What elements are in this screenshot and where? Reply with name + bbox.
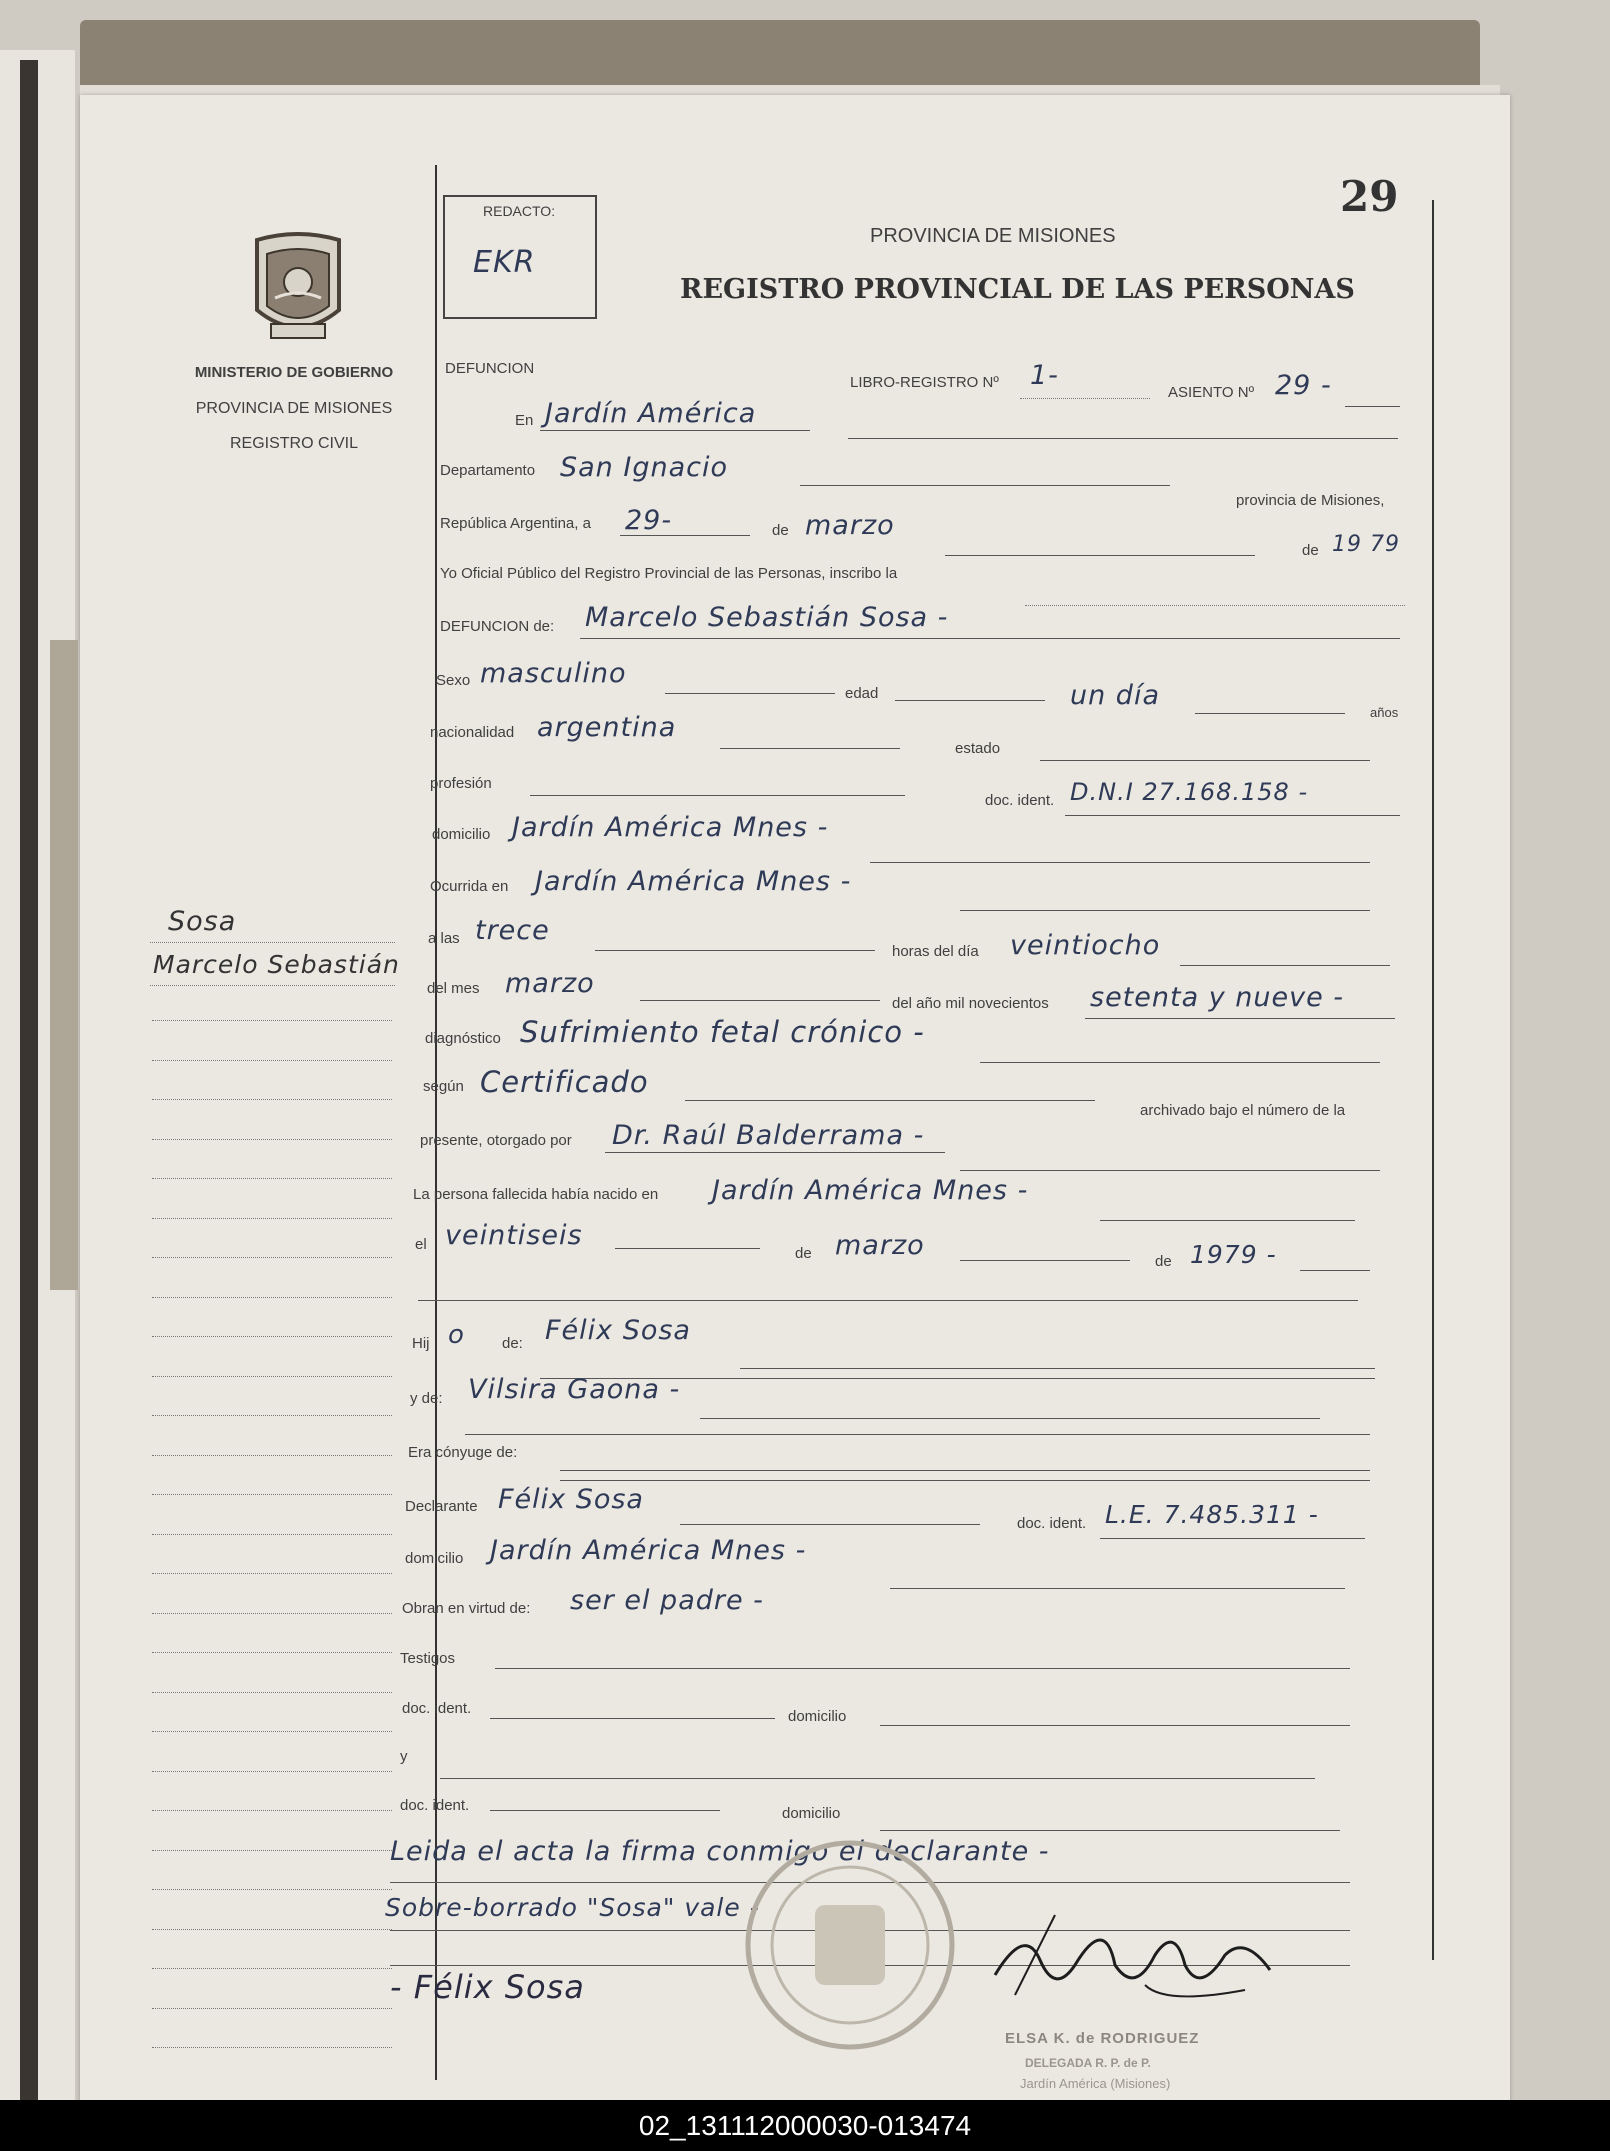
margin-dotted-line — [152, 1573, 392, 1574]
mes-label: del mes — [427, 980, 480, 997]
en-label: En — [515, 412, 534, 429]
declarante-doc-label: doc. ident. — [1017, 1515, 1087, 1532]
presente-label: presente, otorgado por — [420, 1132, 572, 1149]
en-value: Jardín América — [545, 398, 757, 429]
segun-label: según — [423, 1078, 464, 1095]
margin-dotted-line — [152, 1415, 392, 1416]
testigo2-dom-label: domicilio — [782, 1805, 841, 1822]
ocurrida-label: Ocurrida en — [430, 878, 509, 895]
hijo-suffix: o — [448, 1320, 465, 1350]
margin-dotted-line — [152, 1889, 392, 1890]
margin-dotted-line — [152, 1810, 392, 1811]
margin-dotted-line — [152, 1455, 392, 1456]
obran-value: ser el padre - — [570, 1585, 764, 1616]
margin-dotted-line — [152, 2047, 392, 2048]
margin-dotted-line — [152, 1297, 392, 1298]
y-label: y — [400, 1748, 408, 1765]
anos-label: años — [1370, 705, 1399, 720]
el-day: veintiseis — [445, 1220, 583, 1251]
horas-value: veintiocho — [1010, 930, 1161, 961]
declarante-value: Félix Sosa — [498, 1484, 644, 1515]
margin-dotted-line — [152, 1257, 392, 1258]
domicilio-label: domicilio — [432, 826, 491, 843]
departamento-value: San Ignacio — [560, 452, 729, 483]
el-de-label2: de — [1155, 1253, 1172, 1270]
closing-line1: Leida el acta la firma conmigo el declarante - — [390, 1836, 1050, 1867]
el-label: el — [415, 1236, 427, 1253]
sexo-label: Sexo — [436, 672, 471, 689]
ministry-line1: MINISTERIO DE GOBIERNO — [194, 364, 394, 381]
margin-dotted-line — [152, 1060, 392, 1061]
margin-dotted-line — [152, 1968, 392, 1969]
closing-line2: Sobre-borrado "Sosa" vale - — [385, 1893, 760, 1922]
margin-given-name: Marcelo Sebastián — [153, 950, 400, 979]
profesion-label: profesión — [430, 775, 492, 792]
redacto-box — [443, 195, 597, 319]
republica-de-label: de — [772, 522, 789, 539]
conyuge-label: Era cónyuge de: — [408, 1444, 518, 1461]
nacionalidad-value: argentina — [537, 712, 677, 743]
republica-day: 29- — [625, 505, 673, 536]
estado-label: estado — [955, 740, 1001, 757]
footer-bar — [0, 2100, 1610, 2151]
margin-dotted-line — [152, 1652, 392, 1653]
el-year: 1979 - — [1190, 1240, 1277, 1269]
anio-label: del año mil novecientos — [892, 995, 1049, 1012]
asiento-value: 29 - — [1275, 370, 1332, 401]
presente-value: Dr. Raúl Balderrama - — [612, 1120, 925, 1151]
margin-rule — [435, 165, 437, 2080]
sexo-value: masculino — [480, 658, 627, 689]
nacido-value: Jardín América Mnes - — [712, 1175, 1029, 1206]
margin-dotted-line — [152, 1731, 392, 1732]
el-month: marzo — [835, 1230, 925, 1261]
testigos-label: Testigos — [400, 1650, 456, 1667]
ministry-line3: REGISTRO CIVIL — [229, 435, 359, 452]
alas-value: trece — [475, 915, 550, 946]
declarante-dom-label: domicilio — [405, 1550, 464, 1567]
nacionalidad-label: nacionalidad — [430, 724, 515, 741]
oficial-text: Yo Oficial Público del Registro Provincial de las Personas, inscribo la — [440, 565, 898, 582]
republica-month: marzo — [805, 510, 895, 541]
declarante-dom-value: Jardín América Mnes - — [490, 1535, 807, 1566]
yde-label: y de: — [410, 1390, 443, 1407]
domicilio-value: Jardín América Mnes - — [512, 812, 829, 843]
margin-dotted-line — [152, 1850, 392, 1851]
obran-label: Obran en virtud de: — [402, 1600, 531, 1617]
hijo-value: Félix Sosa — [545, 1315, 691, 1346]
margin-dotted-line — [152, 1376, 392, 1377]
provincia-suffix: provincia de Misiones, — [1236, 492, 1385, 509]
republica-de-label2: de — [1302, 542, 1319, 559]
footer-code: 02_131112000030-013474 — [638, 2110, 972, 2141]
testigo2-doc-label: doc. ident. — [400, 1797, 470, 1814]
margin-surname: Sosa — [168, 906, 237, 937]
diagnostico-label: diagnóstico — [425, 1030, 501, 1047]
official-title: DELEGADA R. P. de P. — [1025, 2056, 1151, 2070]
redacto-initials: EKR — [473, 245, 536, 280]
testigo1-dom-label: domicilio — [788, 1708, 847, 1725]
doc-value: D.N.I 27.168.158 - — [1070, 778, 1309, 806]
defuncion-value: Marcelo Sebastián Sosa - — [585, 602, 949, 633]
record-type: DEFUNCION — [445, 360, 535, 377]
margin-dotted-line — [152, 1178, 392, 1179]
right-rule — [1432, 200, 1434, 1960]
margin-dotted-line — [152, 1692, 392, 1693]
declarant-signature: - Félix Sosa — [390, 1968, 585, 2006]
margin-dotted-line — [152, 1218, 392, 1219]
margin-dotted-line — [152, 1771, 392, 1772]
segun-value: Certificado — [480, 1065, 649, 1099]
margin-dotted-line — [152, 1613, 392, 1614]
ministry-line2: PROVINCIA DE MISIONES — [195, 400, 393, 417]
hijo-label: Hij — [412, 1335, 430, 1352]
testigo1-doc-label: doc. ident. — [402, 1700, 472, 1717]
alas-label: a las — [428, 930, 460, 947]
binding-tab — [50, 640, 78, 1290]
ocurrida-value: Jardín América Mnes - — [535, 866, 852, 897]
margin-dotted-line — [152, 1534, 392, 1535]
hijo-de-label: de: — [502, 1335, 523, 1352]
asiento-label: ASIENTO Nº — [1168, 384, 1255, 401]
el-de-label: de — [795, 1245, 812, 1262]
diagnostico-value: Sufrimiento fetal crónico - — [520, 1015, 925, 1049]
margin-dotted-line — [152, 1020, 392, 1021]
horas-label: horas del día — [892, 943, 979, 960]
yde-value: Vilsira Gaona - — [468, 1374, 681, 1405]
official-name: ELSA K. de RODRIGUEZ — [1005, 2030, 1200, 2047]
republica-label: República Argentina, a — [440, 515, 591, 532]
margin-dotted-line — [152, 1929, 392, 1930]
doc-label: doc. ident. — [985, 792, 1055, 809]
official-signature — [985, 1905, 1285, 2020]
libro-value: 1- — [1030, 360, 1059, 391]
edad-label: edad — [845, 685, 879, 702]
coat-of-arms-seal — [245, 232, 351, 349]
header-registry: REGISTRO PROVINCIAL DE LAS PERSONAS — [680, 274, 1355, 305]
mes-value: marzo — [505, 968, 595, 999]
margin-dotted-line — [152, 2008, 392, 2009]
defuncion-label: DEFUNCION de: — [440, 618, 555, 635]
departamento-label: Departamento — [440, 462, 536, 479]
libro-label: LIBRO-REGISTRO Nº — [850, 374, 999, 391]
anio-value: setenta y nueve - — [1090, 982, 1345, 1013]
republica-year: 19 79 — [1332, 532, 1400, 557]
margin-dotted-line — [152, 1099, 392, 1100]
margin-dotted-line — [152, 1139, 392, 1140]
official-place: Jardín América (Misiones) — [1020, 2076, 1171, 2091]
declarante-doc-value: L.E. 7.485.311 - — [1105, 1500, 1319, 1529]
archivado-label: archivado bajo el número de la — [1140, 1102, 1346, 1119]
margin-dotted-line — [152, 1494, 392, 1495]
nacido-label: La persona fallecida había nacido en — [413, 1186, 659, 1203]
edad-value: un día — [1070, 680, 1160, 711]
header-province: PROVINCIA DE MISIONES — [870, 225, 1116, 247]
page-number: 29 — [1340, 172, 1399, 221]
margin-dotted-line — [152, 1336, 392, 1337]
official-stamp — [740, 1830, 960, 2065]
declarante-label: Declarante — [405, 1498, 478, 1515]
redacto-label: REDACTO: — [483, 203, 556, 219]
binding-shadow — [20, 60, 38, 2100]
